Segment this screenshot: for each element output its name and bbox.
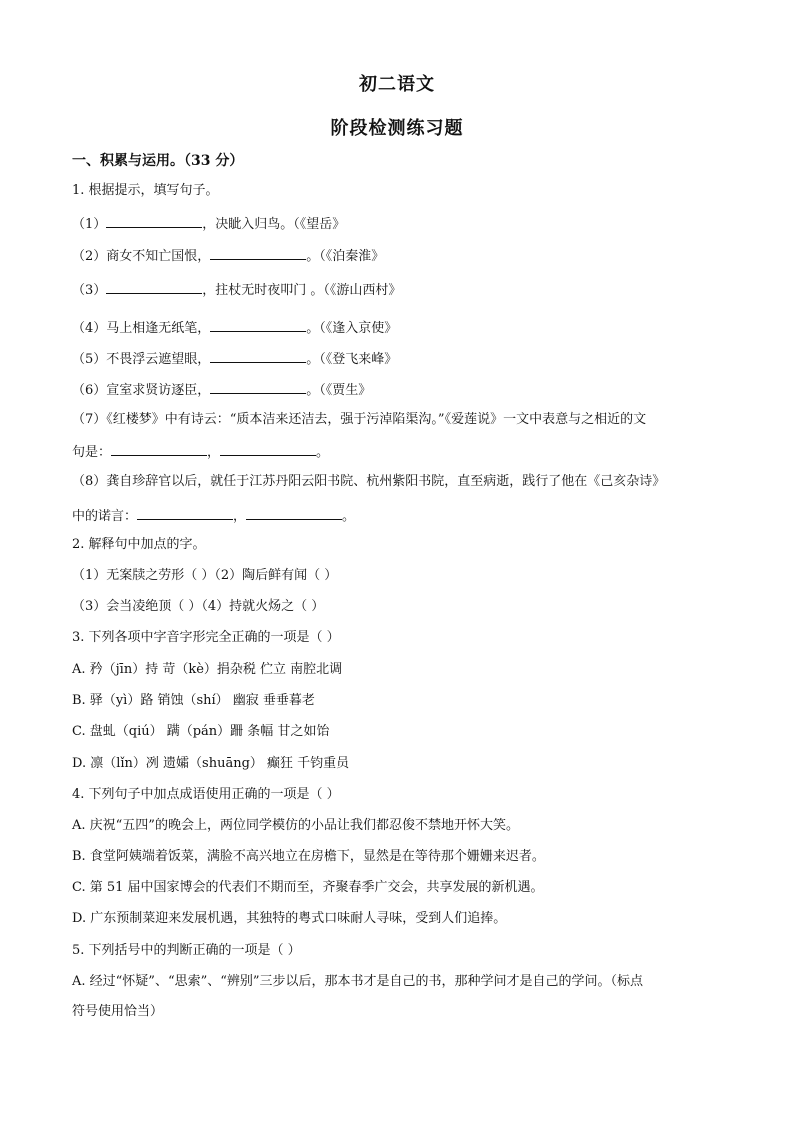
question-4-option-d[interactable]: D. 广东预制菜迎来发展机遇，其独特的粤式口味耐人寻味，受到人们追捧。 [72, 911, 507, 926]
question-1-item-8-line-1: （8）龚自珍辞官以后，就任于江苏丹阳云阳书院、杭州紫阳书院，直至病逝，践行了他在《己亥杂诗》 [72, 474, 666, 489]
question-2-line-2: （3）会当凌绝顶（ ）（4）持就火炀之（ ） [72, 599, 325, 614]
question-1-item-4: （4）马上相逢无纸笔， 。（《逢入京使》 [72, 317, 397, 338]
question-5-option-a-line-2[interactable]: 符号使用恰当） [72, 1004, 164, 1019]
question-1-item-6: （6）宣室求贤访逐臣， 。（《贾生》 [72, 379, 371, 400]
question-1-item-7-line-1: （7）《红楼梦》中有诗云：“质本洁来还洁去，强于污淖陷渠沟。”《爱莲说》一文中表意与之相近的文 [72, 412, 647, 427]
question-5-stem: 5. 下列括号中的判断正确的一项是（ ） [72, 943, 301, 958]
fill-blank[interactable] [106, 279, 202, 294]
question-1-item-5: （5）不畏浮云遮望眼， 。（《登飞来峰》 [72, 348, 397, 369]
fill-blank[interactable] [106, 213, 202, 228]
question-4-option-c[interactable]: C. 第 51 届中国家博会的代表们不期而至，齐聚春季广交会，共享发展的新机遇。 [72, 880, 544, 895]
section-heading: 一、积累与运用。（33 分） [72, 153, 244, 169]
document-subtitle: 阶段检测练习题 [330, 118, 464, 139]
question-4-stem: 4. 下列句子中加点成语使用正确的一项是（ ） [72, 787, 340, 802]
question-1-item-7-line-2: 句是： ， 。 [72, 441, 329, 462]
question-1-item-2: （2）商女不知亡国恨， 。（《泊秦淮》 [72, 245, 384, 266]
question-1-stem: 1. 根据提示，填写句子。 [72, 183, 219, 198]
question-2-line-1: （1）无案牍之劳形（ ）（2）陶后鲜有闻（ ） [72, 568, 338, 583]
question-5-option-a-line-1[interactable]: A. 经过“怀疑”、“思索”、“辨别”三步以后，那本书才是自己的书，那种学问才是自己的学问。（标点 [72, 974, 644, 989]
question-3-option-d[interactable]: D. 凛（lǐn）冽 遗孀（shuāng） 癫狂 千钧重员 [72, 756, 350, 771]
question-3-stem: 3. 下列各项中字音字形完全正确的一项是（ ） [72, 630, 340, 645]
question-2-stem: 2. 解释句中加点的字。 [72, 537, 206, 552]
question-4-option-a[interactable]: A. 庆祝“五四”的晚会上，两位同学模仿的小品让我们都忍俊不禁地开怀大笑。 [72, 818, 519, 833]
fill-blank[interactable] [210, 379, 306, 394]
fill-blank[interactable] [111, 441, 207, 456]
question-1-item-1: （1） ，决眦入归鸟。（《望岳》 [72, 213, 345, 234]
question-3-option-b[interactable]: B. 驿（yì）路 销蚀（shí） 幽寂 垂垂暮老 [72, 693, 315, 708]
fill-blank[interactable] [210, 348, 306, 363]
question-4-option-b[interactable]: B. 食堂阿姨端着饭菜，满脸不高兴地立在房檐下，显然是在等待那个姗姗来迟者。 [72, 849, 545, 864]
question-3-option-c[interactable]: C. 盘虬（qiú） 蹒（pán）跚 条幅 甘之如饴 [72, 724, 330, 739]
fill-blank[interactable] [220, 441, 316, 456]
question-3-option-a[interactable]: A. 矜（jīn）持 苛（kè）捐杂税 伫立 南腔北调 [72, 662, 343, 677]
document-title: 初二语文 [359, 74, 435, 95]
fill-blank[interactable] [246, 505, 342, 520]
fill-blank[interactable] [210, 317, 306, 332]
fill-blank[interactable] [210, 245, 306, 260]
fill-blank[interactable] [137, 505, 233, 520]
question-1-item-8-line-2: 中的诺言： ， 。 [72, 505, 355, 526]
question-1-item-3: （3） ，拄杖无时夜叩门 。（《游山西村》 [72, 279, 401, 300]
